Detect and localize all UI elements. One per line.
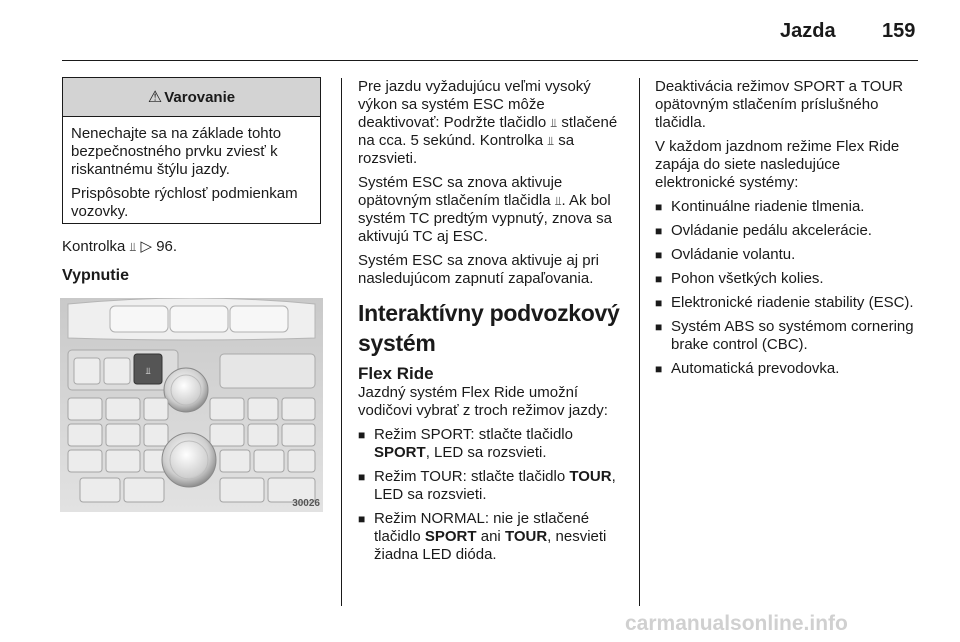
warning-body — [63, 117, 320, 221]
list-item: ■ Pohon všetkých kolies. — [655, 270, 921, 288]
esc-off-icon: ⫫ — [129, 240, 137, 254]
middle-paragraph-1: Pre jazdu vyžadujúcu veľmi vysoký výkon sa systém ESC môže deaktivovať: Podržte tlačidlo ⫫ stlačené na cca. 5 sekúnd. Kontrolka ⫫ sa rozsvieti. — [358, 78, 618, 167]
flex-ride-intro: Jazdný systém Flex Ride umožní vodičovi vybrať z troch režimov jazdy: — [358, 384, 608, 419]
page-number: 159 — [882, 20, 916, 42]
section-heading: Interaktívny podvozkový systém — [358, 300, 620, 356]
esc-off-button-icon: ⫫ — [554, 194, 562, 208]
mode-list — [358, 426, 630, 564]
list-item: ■ Režim TOUR: stlačte tlačidlo TOUR, LED sa rozsvieti. — [358, 468, 630, 504]
watermark: carmanualsonline.info — [625, 612, 848, 635]
warning-triangle-icon: ⚠ — [147, 89, 163, 106]
warning-title: Varovanie — [164, 88, 236, 106]
figure-label: 30026 — [292, 498, 320, 509]
vypnutie-heading: Vypnutie — [62, 267, 129, 284]
column-divider-2 — [639, 78, 640, 606]
kontrolka-line: Kontrolka ⫫ ▷ 96. — [62, 238, 178, 255]
esc-off-button-icon: ⫫ — [550, 116, 558, 130]
left-column — [62, 238, 324, 286]
header-title: Jazda — [780, 20, 836, 42]
list-item: ■ Systém ABS so systémom cornering brake control (CBC). — [655, 318, 921, 354]
middle-paragraph-3: Systém ESC sa znova aktivuje aj pri nasledujúcom zapnutí zapaľovania. — [358, 252, 599, 287]
list-item: ■ Elektronické riadenie stability (ESC). — [655, 294, 921, 312]
control-panel-figure — [60, 298, 323, 512]
list-item: ■ Ovládanie volantu. — [655, 246, 921, 264]
flex-ride-heading: Flex Ride — [358, 364, 434, 383]
control-panel-illustration — [60, 298, 323, 512]
list-item: ■ Režim SPORT: stlačte tlačidlo SPORT, LED sa rozsvieti. — [358, 426, 630, 462]
esc-off-indicator-icon: ⫫ — [547, 134, 555, 148]
header-rule — [62, 60, 918, 61]
right-column — [655, 78, 921, 384]
list-item: ■ Ovládanie pedálu akcelerácie. — [655, 222, 921, 240]
page-ref-arrow-icon: ▷ — [140, 238, 153, 255]
list-item: ■ Kontinuálne riadenie tlmenia. — [655, 198, 921, 216]
column-divider-1 — [341, 78, 342, 606]
warning-box — [62, 77, 321, 224]
systems-list — [655, 198, 921, 378]
right-paragraph-2: V každom jazdnom režime Flex Ride zapája do siete nasledujúce elektronické systémy: — [655, 138, 900, 191]
list-item: ■ Automatická prevodovka. — [655, 360, 921, 378]
middle-column — [358, 78, 630, 570]
right-paragraph-1: Deaktivácia režimov SPORT a TOUR opätovným stlačením príslušného tlačidla. — [655, 78, 904, 131]
list-item: ■ Režim NORMAL: nie je stlačené tlačidlo SPORT ani TOUR, nesvieti žiadna LED dióda. — [358, 510, 630, 564]
warning-paragraph: Nenechajte sa na základe tohto bezpečnostného prvku zviesť k riskantnému štýlu jazdy. — [71, 125, 282, 178]
warning-header — [63, 78, 320, 117]
warning-paragraph: Prispôsobte rýchlosť podmienkam vozovky. — [71, 185, 298, 220]
svg-text:⫫: ⫫ — [145, 367, 151, 377]
middle-paragraph-2: Systém ESC sa znova aktivuje opätovným stlačením tlačidla ⫫. Ak bol systém TC predtým vypnutý, znova sa aktivujú TC aj ESC. — [358, 174, 612, 245]
